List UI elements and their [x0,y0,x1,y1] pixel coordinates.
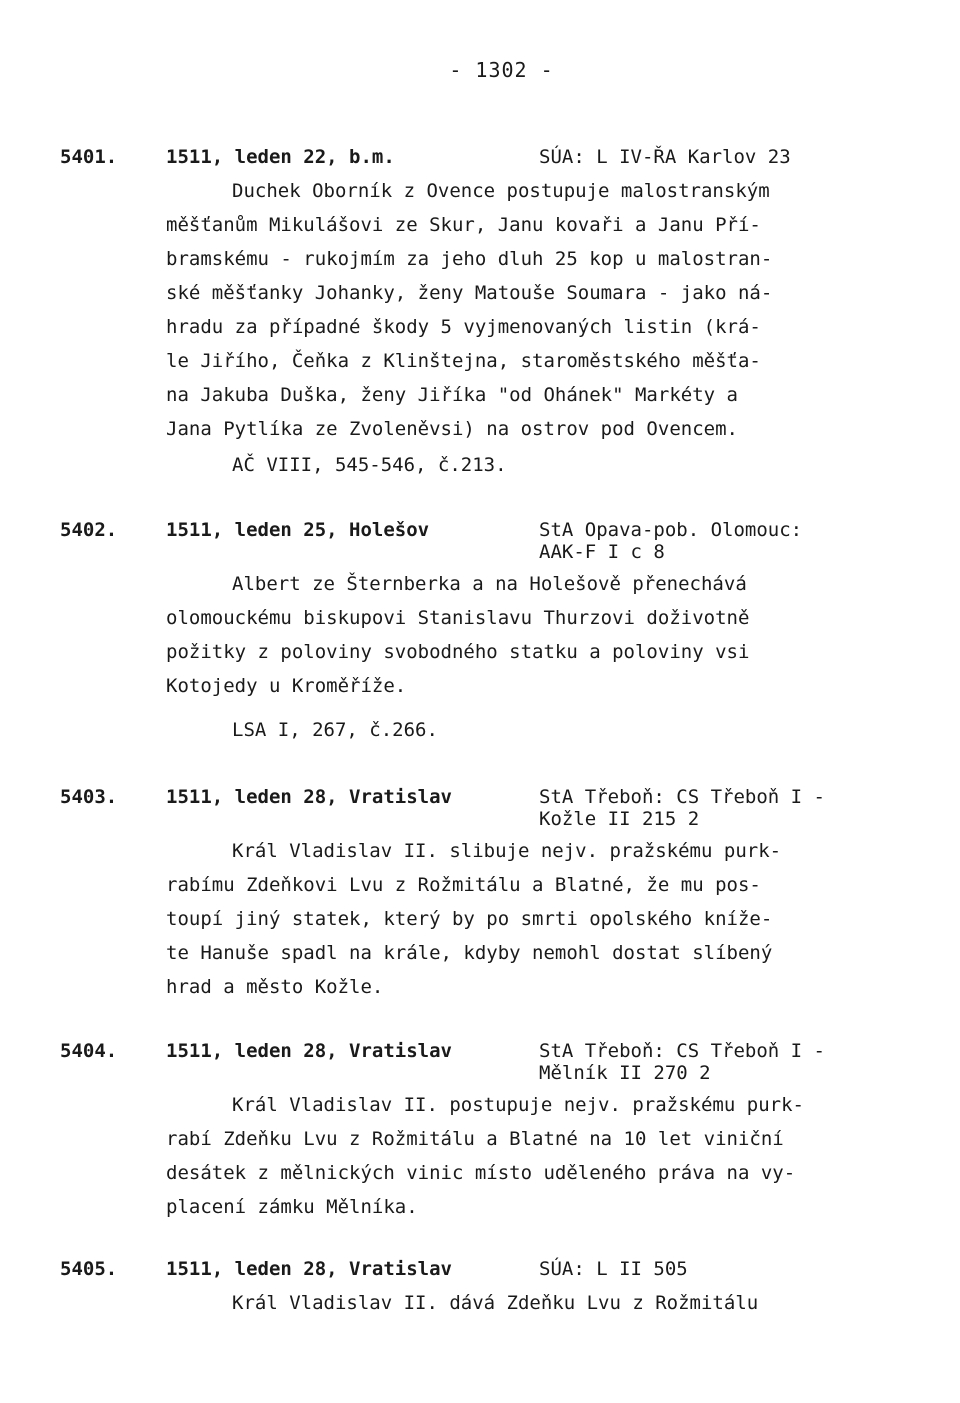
entry-date-place: 1511, leden 28, Vratislav [166,1040,452,1062]
abstract-line: na Jakuba Duška, ženy Jiříka "od Ohánek" Markéty a [166,384,738,406]
entry-abstract [166,1088,886,1224]
archive-line: SÚA: L IV-ŘA Karlov 23 [539,146,791,168]
entry-number: 5403. [60,786,118,808]
entry-date-place: 1511, leden 28, Vratislav [166,786,452,808]
abstract-line: hrad a město Kožle. [166,976,384,998]
archive-reference [539,1040,825,1084]
archive-line: Mělník II 270 2 [539,1062,711,1084]
abstract-line: rabímu Zdeňkovi Lvu z Rožmitálu a Blatné, že mu pos- [166,874,761,896]
abstract-line: bramskému - rukojmím za jeho dluh 25 kop u malostran- [166,248,773,270]
entry-date-place: 1511, leden 25, Holešov [166,519,430,541]
edition-citation: LSA I, 267, č.266. [232,719,438,741]
abstract-line: měšťanům Mikulášovi ze Skur, Janu kovaři a Janu Pří- [166,214,761,236]
entry-abstract [166,567,886,703]
archive-reference [539,1258,688,1280]
abstract-line: hradu za případné škody 5 vyjmenovaných listin (krá- [166,316,761,338]
edition-citation: AČ VIII, 545-546, č.213. [232,454,507,476]
archive-line: StA Opava-pob. Olomouc: [539,519,803,541]
abstract-line: le Jiřího, Čeňka z Klinštejna, staroměstského měšťa- [166,350,761,372]
abstract-line: Král Vladislav II. dává Zdeňku Lvu z Rožmitálu [232,1292,759,1314]
abstract-line: Král Vladislav II. slibuje nejv. pražskému purk- [232,840,782,862]
abstract-line: ské měšťanky Johanky, ženy Matouše Soumara - jako ná- [166,282,773,304]
abstract-line: te Hanuše spadl na krále, kdyby nemohl dostat slíbený [166,942,773,964]
page-number: - 1302 - [449,58,554,82]
entry-number: 5402. [60,519,118,541]
entry-number: 5405. [60,1258,118,1280]
abstract-line: desátek z mělnických vinic místo uděleného práva na vy- [166,1162,796,1184]
archive-line: StA Třeboň: CS Třeboň I - [539,786,825,808]
abstract-line: Jana Pytlíka ze Zvoleněvsi) na ostrov pod Ovencem. [166,418,738,440]
entry-abstract [166,834,886,1004]
entry-abstract [166,174,886,446]
entry-date-place: 1511, leden 28, Vratislav [166,1258,452,1280]
abstract-line: Albert ze Šternberka a na Holešově přenechává [232,573,747,595]
entry-number: 5401. [60,146,118,168]
archive-reference [539,519,802,563]
abstract-line: rabí Zdeňku Lvu z Rožmitálu a Blatné na 10 let viniční [166,1128,784,1150]
archive-line: SÚA: L II 505 [539,1258,688,1280]
abstract-line: požitky z poloviny svobodného statku a poloviny vsi [166,641,750,663]
archive-reference [539,146,791,168]
abstract-line: olomouckému biskupovi Stanislavu Thurzovi doživotně [166,607,750,629]
archive-reference [539,786,825,830]
archive-line: AAK-F I c 8 [539,541,665,563]
entry-number: 5404. [60,1040,118,1062]
abstract-line: Duchek Oborník z Ovence postupuje malostranským [232,180,770,202]
entry-abstract [166,1286,886,1320]
abstract-line: Kotojedy u Kroměříže. [166,675,407,697]
abstract-line: placení zámku Mělníka. [166,1196,418,1218]
archive-line: StA Třeboň: CS Třeboň I - [539,1040,825,1062]
abstract-line: toupí jiný statek, který by po smrti opolského kníže- [166,908,773,930]
archive-line: Kožle II 215 2 [539,808,700,830]
entry-date-place: 1511, leden 22, b.m. [166,146,395,168]
abstract-line: Král Vladislav II. postupuje nejv. pražskému purk- [232,1094,804,1116]
